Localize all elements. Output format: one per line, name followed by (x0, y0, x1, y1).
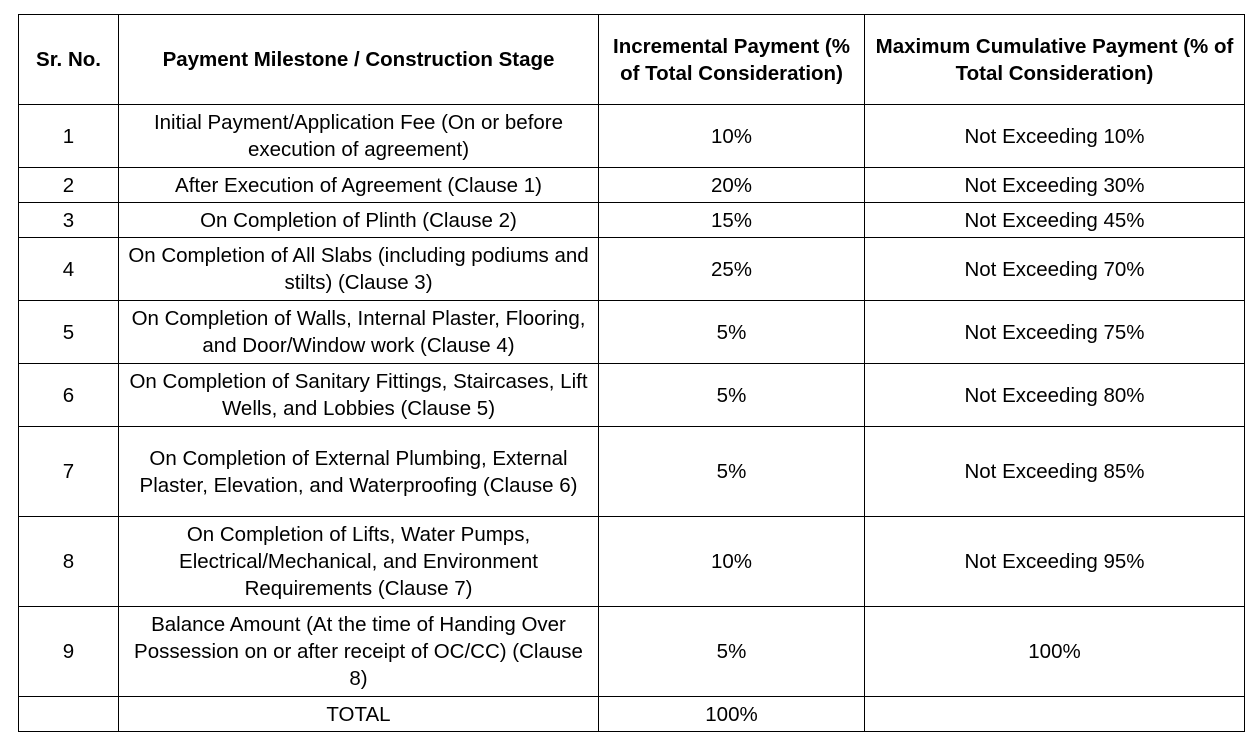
table-row (19, 203, 1245, 238)
cell-sr-no-empty (19, 697, 119, 732)
cell-incremental: 10% (599, 105, 865, 168)
table-row (19, 105, 1245, 168)
cell-incremental: 5% (599, 607, 865, 697)
cell-milestone: Initial Payment/Application Fee (On or before execution of agreement) (119, 105, 599, 168)
header-incremental-payment: Incremental Payment (% of Total Consideration) (599, 15, 865, 105)
table-row (19, 301, 1245, 364)
header-cumulative-payment: Maximum Cumulative Payment (% of Total Consideration) (865, 15, 1245, 105)
cell-cumulative: Not Exceeding 85% (865, 427, 1245, 517)
payment-schedule-table (18, 14, 1245, 732)
cell-incremental: 15% (599, 203, 865, 238)
total-label: TOTAL (119, 697, 599, 732)
cell-milestone: On Completion of All Slabs (including podiums and stilts) (Clause 3) (119, 238, 599, 301)
header-milestone: Payment Milestone / Construction Stage (119, 15, 599, 105)
cell-sr-no: 6 (19, 364, 119, 427)
cell-milestone: Balance Amount (At the time of Handing Over Possession on or after receipt of OC/CC) (Clause 8) (119, 607, 599, 697)
cell-sr-no: 5 (19, 301, 119, 364)
cell-sr-no: 9 (19, 607, 119, 697)
cell-milestone: On Completion of Sanitary Fittings, Staircases, Lift Wells, and Lobbies (Clause 5) (119, 364, 599, 427)
cell-incremental: 20% (599, 168, 865, 203)
table-row (19, 427, 1245, 517)
header-sr-no: Sr. No. (19, 15, 119, 105)
table-row (19, 238, 1245, 301)
cell-incremental: 25% (599, 238, 865, 301)
cell-milestone: After Execution of Agreement (Clause 1) (119, 168, 599, 203)
total-row (19, 697, 1245, 732)
cell-cumulative: Not Exceeding 75% (865, 301, 1245, 364)
cell-cumulative: Not Exceeding 80% (865, 364, 1245, 427)
total-incremental: 100% (599, 697, 865, 732)
cell-milestone: On Completion of Lifts, Water Pumps, Electrical/Mechanical, and Environment Requirements (Clause 7) (119, 517, 599, 607)
cell-sr-no: 8 (19, 517, 119, 607)
cell-cumulative: Not Exceeding 70% (865, 238, 1245, 301)
cell-milestone: On Completion of Walls, Internal Plaster, Flooring, and Door/Window work (Clause 4) (119, 301, 599, 364)
cell-milestone: On Completion of External Plumbing, External Plaster, Elevation, and Waterproofing (Clause 6) (119, 427, 599, 517)
cell-sr-no: 7 (19, 427, 119, 517)
cell-cumulative: Not Exceeding 10% (865, 105, 1245, 168)
table-row (19, 168, 1245, 203)
cell-sr-no: 3 (19, 203, 119, 238)
cell-cumulative: Not Exceeding 30% (865, 168, 1245, 203)
table-row (19, 517, 1245, 607)
table-row (19, 607, 1245, 697)
cell-sr-no: 1 (19, 105, 119, 168)
cell-cumulative: 100% (865, 607, 1245, 697)
cell-cumulative: Not Exceeding 45% (865, 203, 1245, 238)
cell-cumulative: Not Exceeding 95% (865, 517, 1245, 607)
cell-sr-no: 2 (19, 168, 119, 203)
cell-incremental: 10% (599, 517, 865, 607)
table-row (19, 364, 1245, 427)
cell-sr-no: 4 (19, 238, 119, 301)
cell-milestone: On Completion of Plinth (Clause 2) (119, 203, 599, 238)
total-cumulative-empty (865, 697, 1245, 732)
cell-incremental: 5% (599, 364, 865, 427)
cell-incremental: 5% (599, 427, 865, 517)
table-header-row (19, 15, 1245, 105)
cell-incremental: 5% (599, 301, 865, 364)
